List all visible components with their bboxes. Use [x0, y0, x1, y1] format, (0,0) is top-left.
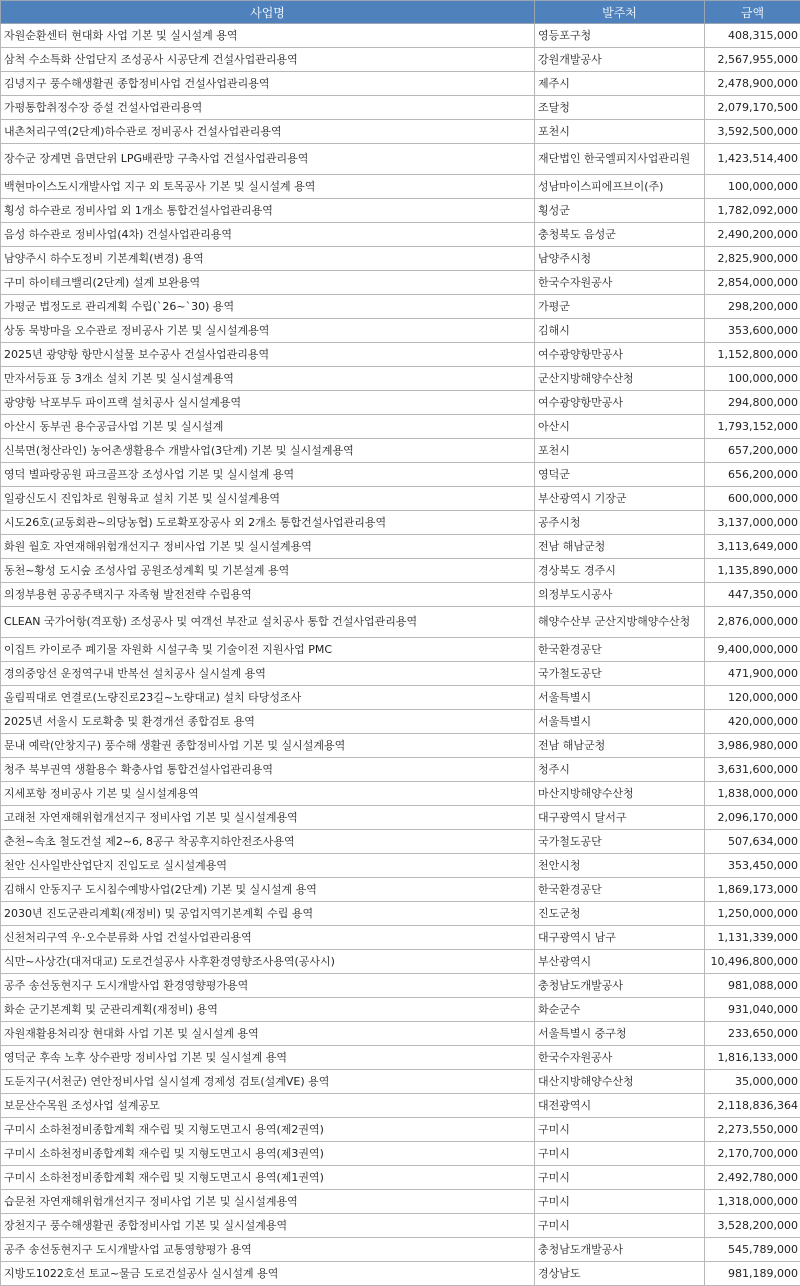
cell-amount: 545,789,000	[705, 1238, 800, 1262]
cell-client: 국가철도공단	[535, 662, 705, 686]
cell-client: 경상남도	[535, 1262, 705, 1286]
cell-amount: 353,450,000	[705, 854, 800, 878]
table-row	[1, 175, 800, 199]
cell-client: 구미시	[535, 1190, 705, 1214]
cell-project-name: 내촌처리구역(2단계)하수관로 정비공사 건설사업관리용역	[1, 120, 535, 144]
cell-amount: 1,869,173,000	[705, 878, 800, 902]
cell-project-name: 횡성 하수관로 정비사업 외 1개소 통합건설사업관리용역	[1, 199, 535, 223]
cell-amount: 100,000,000	[705, 175, 800, 199]
cell-project-name: 남양주시 하수도정비 기본계획(변경) 용역	[1, 247, 535, 271]
table-header-row	[1, 1, 800, 24]
table-row	[1, 974, 800, 998]
header-client: 발주처	[535, 1, 705, 24]
cell-client: 충청북도 음성군	[535, 223, 705, 247]
table-row	[1, 391, 800, 415]
table-row	[1, 439, 800, 463]
table-row	[1, 1142, 800, 1166]
table-row	[1, 1166, 800, 1190]
cell-project-name: 장천지구 풍수해생활권 종합정비사업 기본 및 실시설계용역	[1, 1214, 535, 1238]
cell-amount: 3,113,649,000	[705, 535, 800, 559]
cell-amount: 298,200,000	[705, 295, 800, 319]
cell-amount: 2,096,170,000	[705, 806, 800, 830]
table-row	[1, 72, 800, 96]
cell-client: 가평군	[535, 295, 705, 319]
cell-client: 성남마이스피에프브이(주)	[535, 175, 705, 199]
cell-project-name: 화원 월호 자연재해위험개선지구 정비사업 기본 및 실시설계용역	[1, 535, 535, 559]
cell-client: 충청남도개발공사	[535, 1238, 705, 1262]
table-row	[1, 96, 800, 120]
cell-project-name: 신북면(청산라인) 농어촌생활용수 개발사업(3단계) 기본 및 실시설계용역	[1, 439, 535, 463]
table-row	[1, 1238, 800, 1262]
table-row	[1, 782, 800, 806]
table-row	[1, 295, 800, 319]
cell-amount: 471,900,000	[705, 662, 800, 686]
table-row	[1, 144, 800, 175]
cell-project-name: CLEAN 국가어항(격포항) 조성공사 및 여객선 부잔교 설치공사 통합 건설사업관리용역	[1, 607, 535, 638]
table-row	[1, 950, 800, 974]
cell-amount: 1,838,000,000	[705, 782, 800, 806]
cell-amount: 2,825,900,000	[705, 247, 800, 271]
table-row	[1, 638, 800, 662]
cell-amount: 294,800,000	[705, 391, 800, 415]
cell-project-name: 상동 묵방마을 오수관로 정비공사 기본 및 실시설계용역	[1, 319, 535, 343]
table-row	[1, 1022, 800, 1046]
cell-client: 의정부도시공사	[535, 583, 705, 607]
table-row	[1, 24, 800, 48]
cell-project-name: 장수군 장계면 읍면단위 LPG배관망 구축사업 건설사업관리용역	[1, 144, 535, 175]
table-row	[1, 854, 800, 878]
cell-amount: 1,793,152,000	[705, 415, 800, 439]
cell-project-name: 구미시 소하천정비종합계획 재수립 및 지형도면고시 용역(제3권역)	[1, 1142, 535, 1166]
cell-project-name: 백현마이스도시개발사업 지구 외 토목공사 기본 및 실시설계 용역	[1, 175, 535, 199]
cell-client: 대구광역시 남구	[535, 926, 705, 950]
table-row	[1, 343, 800, 367]
cell-project-name: 화순 군기본계획 및 군관리계획(재정비) 용역	[1, 998, 535, 1022]
table-row	[1, 535, 800, 559]
cell-project-name: 의정부용현 공공주택지구 자족형 발전전략 수립용역	[1, 583, 535, 607]
cell-amount: 981,088,000	[705, 974, 800, 998]
cell-client: 남양주시청	[535, 247, 705, 271]
cell-project-name: 공주 송선동현지구 도시개발사업 교통영향평가 용역	[1, 1238, 535, 1262]
table-row	[1, 487, 800, 511]
cell-client: 해양수산부 군산지방해양수산청	[535, 607, 705, 638]
table-row	[1, 511, 800, 535]
cell-project-name: 가평군 법정도로 관리계획 수립(`26~`30) 용역	[1, 295, 535, 319]
cell-project-name: 지세포항 정비공사 기본 및 실시설계용역	[1, 782, 535, 806]
cell-project-name: 김해시 안동지구 도시침수예방사업(2단계) 기본 및 실시설계 용역	[1, 878, 535, 902]
cell-amount: 2,478,900,000	[705, 72, 800, 96]
cell-amount: 3,592,500,000	[705, 120, 800, 144]
cell-project-name: 가평통합취정수장 증설 건설사업관리용역	[1, 96, 535, 120]
cell-project-name: 고래천 자연재해위험개선지구 정비사업 기본 및 실시설계용역	[1, 806, 535, 830]
cell-amount: 3,528,200,000	[705, 1214, 800, 1238]
cell-amount: 507,634,000	[705, 830, 800, 854]
table-row	[1, 463, 800, 487]
table-body	[1, 24, 800, 1286]
cell-amount: 3,631,600,000	[705, 758, 800, 782]
cell-amount: 1,816,133,000	[705, 1046, 800, 1070]
cell-project-name: 동천~황성 도시숲 조성사업 공원조성계획 및 기본설계 용역	[1, 559, 535, 583]
cell-amount: 2,273,550,000	[705, 1118, 800, 1142]
cell-amount: 2,567,955,000	[705, 48, 800, 72]
table-row	[1, 1070, 800, 1094]
cell-client: 영덕군	[535, 463, 705, 487]
cell-amount: 657,200,000	[705, 439, 800, 463]
cell-amount: 1,131,339,000	[705, 926, 800, 950]
table-row	[1, 686, 800, 710]
cell-client: 여수광양항만공사	[535, 391, 705, 415]
cell-client: 포천시	[535, 120, 705, 144]
table-row	[1, 223, 800, 247]
cell-project-name: 2025년 서울시 도로확충 및 환경개선 종합검토 용역	[1, 710, 535, 734]
table-row	[1, 1118, 800, 1142]
cell-amount: 100,000,000	[705, 367, 800, 391]
cell-project-name: 2030년 진도군관리계획(재정비) 및 공업지역기본계획 수립 용역	[1, 902, 535, 926]
cell-project-name: 삼척 수소특화 산업단지 조성공사 시공단계 건설사업관리용역	[1, 48, 535, 72]
cell-amount: 2,118,836,364	[705, 1094, 800, 1118]
cell-client: 포천시	[535, 439, 705, 463]
cell-client: 제주시	[535, 72, 705, 96]
cell-client: 청주시	[535, 758, 705, 782]
cell-amount: 1,782,092,000	[705, 199, 800, 223]
cell-project-name: 청주 북부권역 생활용수 확충사업 통합건설사업관리용역	[1, 758, 535, 782]
cell-client: 대산지방해양수산청	[535, 1070, 705, 1094]
cell-client: 서울특별시	[535, 686, 705, 710]
cell-client: 대구광역시 달서구	[535, 806, 705, 830]
cell-client: 아산시	[535, 415, 705, 439]
cell-project-name: 경의중앙선 운정역구내 반복선 설치공사 실시설계 용역	[1, 662, 535, 686]
cell-amount: 2,854,000,000	[705, 271, 800, 295]
cell-project-name: 올림픽대로 연결로(노량진로23길~노량대교) 설치 타당성조사	[1, 686, 535, 710]
table-row	[1, 1262, 800, 1286]
cell-amount: 3,137,000,000	[705, 511, 800, 535]
cell-amount: 656,200,000	[705, 463, 800, 487]
cell-amount: 408,315,000	[705, 24, 800, 48]
table-row	[1, 1190, 800, 1214]
cell-project-name: 만자서등표 등 3개소 설치 기본 및 실시설계용역	[1, 367, 535, 391]
cell-amount: 1,318,000,000	[705, 1190, 800, 1214]
cell-amount: 1,135,890,000	[705, 559, 800, 583]
cell-amount: 1,152,800,000	[705, 343, 800, 367]
cell-client: 횡성군	[535, 199, 705, 223]
cell-client: 부산광역시 기장군	[535, 487, 705, 511]
cell-client: 천안시청	[535, 854, 705, 878]
cell-amount: 2,170,700,000	[705, 1142, 800, 1166]
table-row	[1, 559, 800, 583]
cell-client: 경상북도 경주시	[535, 559, 705, 583]
cell-project-name: 자원재활용처리장 현대화 사업 기본 및 실시설계 용역	[1, 1022, 535, 1046]
table-row	[1, 1046, 800, 1070]
cell-amount: 3,986,980,000	[705, 734, 800, 758]
cell-project-name: 아산시 동부권 용수공급사업 기본 및 실시설계	[1, 415, 535, 439]
cell-client: 한국환경공단	[535, 638, 705, 662]
cell-project-name: 춘천~속초 철도건설 제2~6, 8공구 착공후지하안전조사용역	[1, 830, 535, 854]
cell-project-name: 영덕 별파랑공원 파크골프장 조성사업 기본 및 실시설계 용역	[1, 463, 535, 487]
table-row	[1, 734, 800, 758]
cell-amount: 981,189,000	[705, 1262, 800, 1286]
table-row	[1, 607, 800, 638]
table-row	[1, 902, 800, 926]
cell-project-name: 일광신도시 진입차로 원형육교 설치 기본 및 실시설계용역	[1, 487, 535, 511]
cell-amount: 420,000,000	[705, 710, 800, 734]
table-row	[1, 271, 800, 295]
cell-client: 군산지방해양수산청	[535, 367, 705, 391]
table-row	[1, 199, 800, 223]
cell-client: 재단법인 한국엘피지사업관리원	[535, 144, 705, 175]
table-row	[1, 415, 800, 439]
table-row	[1, 583, 800, 607]
table-row	[1, 48, 800, 72]
cell-client: 구미시	[535, 1166, 705, 1190]
cell-client: 국가철도공단	[535, 830, 705, 854]
cell-project-name: 시도26호(교동회관~의당농협) 도로확포장공사 외 2개소 통합건설사업관리용역	[1, 511, 535, 535]
table-row	[1, 662, 800, 686]
cell-project-name: 식만~사상간(대저대교) 도로건설공사 사후환경영향조사용역(공사시)	[1, 950, 535, 974]
cell-amount: 233,650,000	[705, 1022, 800, 1046]
cell-amount: 2,079,170,500	[705, 96, 800, 120]
cell-client: 한국환경공단	[535, 878, 705, 902]
cell-project-name: 음성 하수관로 정비사업(4차) 건설사업관리용역	[1, 223, 535, 247]
cell-amount: 2,492,780,000	[705, 1166, 800, 1190]
cell-amount: 447,350,000	[705, 583, 800, 607]
cell-project-name: 광양항 낙포부두 파이프랙 설치공사 실시설계용역	[1, 391, 535, 415]
cell-client: 김해시	[535, 319, 705, 343]
cell-client: 조달청	[535, 96, 705, 120]
table-row	[1, 319, 800, 343]
cell-project-name: 신천처리구역 우·오수분류화 사업 건설사업관리용역	[1, 926, 535, 950]
cell-amount: 1,250,000,000	[705, 902, 800, 926]
cell-amount: 2,876,000,000	[705, 607, 800, 638]
cell-client: 구미시	[535, 1214, 705, 1238]
cell-client: 구미시	[535, 1118, 705, 1142]
cell-project-name: 구미시 소하천정비종합계획 재수립 및 지형도면고시 용역(제1권역)	[1, 1166, 535, 1190]
cell-amount: 35,000,000	[705, 1070, 800, 1094]
cell-amount: 10,496,800,000	[705, 950, 800, 974]
cell-client: 서울특별시	[535, 710, 705, 734]
table-row	[1, 367, 800, 391]
cell-client: 전남 해남군청	[535, 535, 705, 559]
cell-project-name: 구미시 소하천정비종합계획 재수립 및 지형도면고시 용역(제2권역)	[1, 1118, 535, 1142]
cell-client: 서울특별시 중구청	[535, 1022, 705, 1046]
table-row	[1, 878, 800, 902]
table-row	[1, 998, 800, 1022]
cell-client: 한국수자원공사	[535, 271, 705, 295]
cell-client: 공주시청	[535, 511, 705, 535]
cell-client: 여수광양항만공사	[535, 343, 705, 367]
cell-project-name: 공주 송선동현지구 도시개발사업 환경영향평가용역	[1, 974, 535, 998]
cell-project-name: 보문산수목원 조성사업 설계공모	[1, 1094, 535, 1118]
cell-client: 한국수자원공사	[535, 1046, 705, 1070]
table-row	[1, 758, 800, 782]
cell-amount: 931,040,000	[705, 998, 800, 1022]
cell-project-name: 2025년 광양항 항만시설물 보수공사 건설사업관리용역	[1, 343, 535, 367]
cell-client: 충청남도개발공사	[535, 974, 705, 998]
cell-client: 구미시	[535, 1142, 705, 1166]
cell-client: 부산광역시	[535, 950, 705, 974]
header-project-name: 사업명	[1, 1, 535, 24]
cell-project-name: 자원순환센터 현대화 사업 기본 및 실시설계 용역	[1, 24, 535, 48]
table-row	[1, 247, 800, 271]
cell-project-name: 김녕지구 풍수해생활권 종합정비사업 건설사업관리용역	[1, 72, 535, 96]
table-row	[1, 926, 800, 950]
cell-amount: 9,400,000,000	[705, 638, 800, 662]
cell-client: 영등포구청	[535, 24, 705, 48]
table-row	[1, 120, 800, 144]
table-row	[1, 1214, 800, 1238]
cell-amount: 120,000,000	[705, 686, 800, 710]
cell-client: 전남 해남군청	[535, 734, 705, 758]
table-row	[1, 710, 800, 734]
cell-project-name: 문내 예락(안창지구) 풍수해 생활권 종합정비사업 기본 및 실시설계용역	[1, 734, 535, 758]
cell-amount: 1,423,514,400	[705, 144, 800, 175]
cell-client: 마산지방해양수산청	[535, 782, 705, 806]
cell-client: 강원개발공사	[535, 48, 705, 72]
cell-project-name: 습문천 자연재해위험개선지구 정비사업 기본 및 실시설계용역	[1, 1190, 535, 1214]
table-row	[1, 830, 800, 854]
cell-client: 대전광역시	[535, 1094, 705, 1118]
cell-project-name: 이집트 카이로주 폐기물 자원화 시설구축 및 기술이전 지원사업 PMC	[1, 638, 535, 662]
cell-project-name: 영덕군 후속 노후 상수관망 정비사업 기본 및 실시설계 용역	[1, 1046, 535, 1070]
cell-amount: 2,490,200,000	[705, 223, 800, 247]
cell-amount: 353,600,000	[705, 319, 800, 343]
table-row	[1, 1094, 800, 1118]
cell-project-name: 지방도1022호선 토교~물금 도로건설공사 실시설계 용역	[1, 1262, 535, 1286]
cell-project-name: 도둔지구(서천군) 연안정비사업 실시설계 경제성 검토(설계VE) 용역	[1, 1070, 535, 1094]
table-row	[1, 806, 800, 830]
cell-client: 진도군청	[535, 902, 705, 926]
cell-project-name: 천안 신사일반산업단지 진입도로 실시설계용역	[1, 854, 535, 878]
cell-client: 화순군수	[535, 998, 705, 1022]
cell-amount: 600,000,000	[705, 487, 800, 511]
cell-project-name: 구미 하이테크밸리(2단계) 설계 보완용역	[1, 271, 535, 295]
header-amount: 금액	[705, 1, 800, 24]
